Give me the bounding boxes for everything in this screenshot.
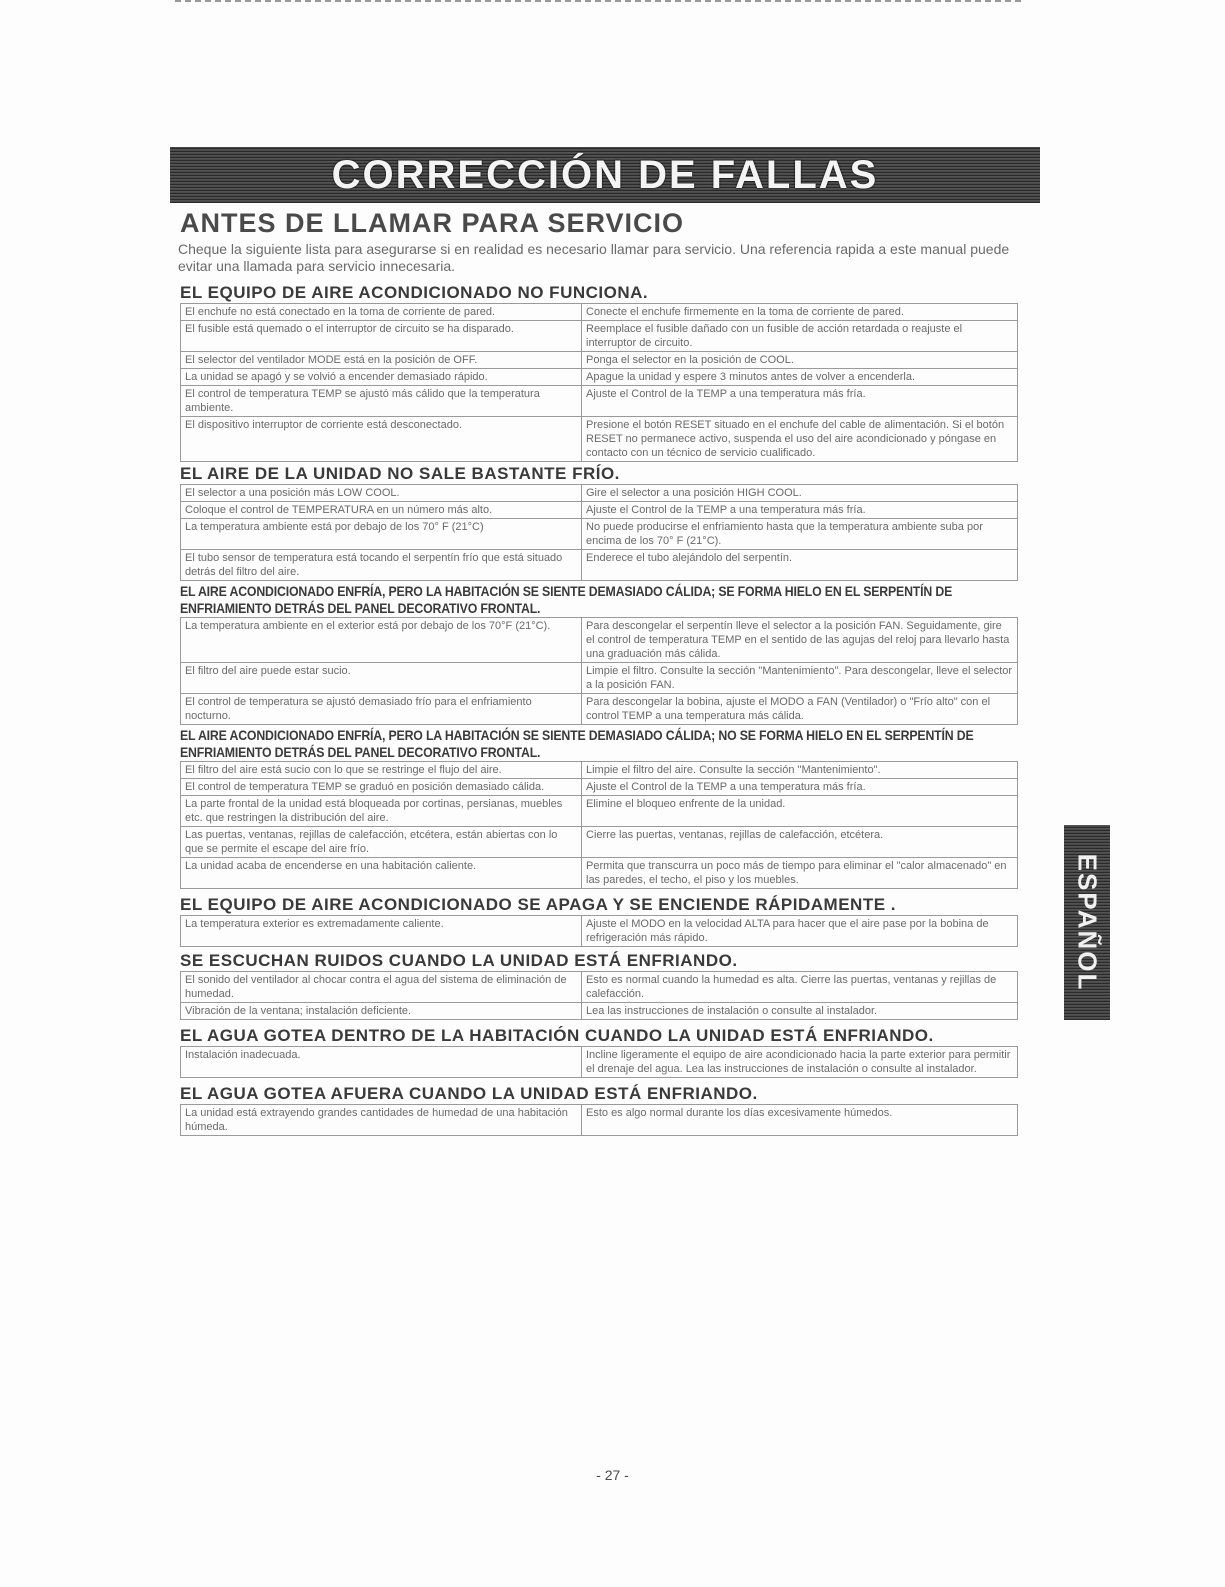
section-title: EL EQUIPO DE AIRE ACONDICIONADO NO FUNCIONA.	[180, 283, 649, 302]
solution-cell: Para descongelar el serpentín lleve el selector a la posición FAN. Seguidamente, gire el control de temperatura TEMP en el sentido de las agujas del reloj para llevarlo hasta una graduación más cálida.	[582, 618, 1018, 663]
problem-cause-cell: El dispositivo interruptor de corriente está desconectado.	[181, 417, 582, 462]
troubleshooting-table	[180, 971, 1018, 1020]
problem-cause-cell: El sonido del ventilador al chocar contra el agua del sistema de eliminación de humedad.	[181, 972, 582, 1003]
table-row	[181, 762, 1018, 779]
section-title: EL AIRE DE LA UNIDAD NO SALE BASTANTE FRÍO.	[180, 464, 620, 483]
table-row	[181, 916, 1018, 947]
table-row	[181, 386, 1018, 417]
section-title: EL AGUA GOTEA DENTRO DE LA HABITACIÓN CUANDO LA UNIDAD ESTÁ ENFRIANDO.	[180, 1026, 934, 1045]
problem-cause-cell: El tubo sensor de temperatura está tocando el serpentín frío que está situado detrás del filtro del aire.	[181, 550, 582, 581]
problem-cause-cell: Las puertas, ventanas, rejillas de calefacción, etcétera, están abiertas con lo que se permite el escape del aire frío.	[181, 827, 582, 858]
solution-cell: Incline ligeramente el equipo de aire acondicionado hacia la parte exterior para permitir el drenaje del agua. Lea las instrucciones de instalación o consulte al instalador.	[582, 1047, 1018, 1078]
solution-cell: Ajuste el Control de la TEMP a una temperatura más fría.	[582, 386, 1018, 417]
banner-title: CORRECCIÓN DE FALLAS	[331, 152, 879, 197]
problem-cause-cell: La unidad acaba de encenderse en una habitación caliente.	[181, 858, 582, 889]
solution-cell: Esto es algo normal durante los días excesivamente húmedos.	[582, 1105, 1018, 1136]
intro-paragraph: Cheque la siguiente lista para asegurarse si en realidad es necesario llamar para servicio. Una referencia rapida a este manual puede evitar una llamada para servicio innecesaria.	[178, 241, 1010, 274]
solution-cell: Limpie el filtro. Consulte la sección "Mantenimiento". Para descongelar, lleve el selector a la posición FAN.	[582, 663, 1018, 694]
section-title: EL AIRE ACONDICIONADO ENFRÍA, PERO LA HABITACIÓN SE SIENTE DEMASIADO CÁLIDA; SE FORMA HIELO EN EL SERPENTÍN DE ENFRIAMIENTO DETRÁS DEL PANEL DECORATIVO FRONTAL.	[180, 583, 953, 616]
problem-cause-cell: El control de temperatura se ajustó demasiado frío para el enfriamiento nocturno.	[181, 694, 582, 725]
table-row	[181, 321, 1018, 352]
table-row	[181, 663, 1018, 694]
content	[180, 208, 1020, 1136]
problem-cause-cell: El selector a una posición más LOW COOL.	[181, 485, 582, 502]
table-row	[181, 827, 1018, 858]
solution-cell: Para descongelar la bobina, ajuste el MODO a FAN (Ventilador) o "Frío alto" con el control TEMP a una temperatura más cálida.	[582, 694, 1018, 725]
problem-cause-cell: El filtro del aire puede estar sucio.	[181, 663, 582, 694]
table-row	[181, 502, 1018, 519]
section-title: EL AIRE ACONDICIONADO ENFRÍA, PERO LA HABITACIÓN SE SIENTE DEMASIADO CÁLIDA; NO SE FORMA HIELO EN EL SERPENTÍN DE ENFRIAMIENTO DETRÁS DEL PANEL DECORATIVO FRONTAL.	[180, 727, 974, 760]
page-number: - 27 -	[596, 1467, 629, 1483]
solution-cell: Cierre las puertas, ventanas, rejillas de calefacción, etcétera.	[582, 827, 1018, 858]
solution-cell: Esto es normal cuando la humedad es alta. Cierre las puertas, ventanas y rejillas de calefacción.	[582, 972, 1018, 1003]
troubleshooting-table	[180, 303, 1018, 462]
problem-cause-cell: Coloque el control de TEMPERATURA en un número más alto.	[181, 502, 582, 519]
solution-cell: Ajuste el Control de la TEMP a una temperatura más fría.	[582, 502, 1018, 519]
problem-cause-cell: La temperatura ambiente en el exterior está por debajo de los 70°F (21°C).	[181, 618, 582, 663]
problem-cause-cell: La unidad se apagó y se volvió a encender demasiado rápido.	[181, 369, 582, 386]
problem-cause-cell: El filtro del aire está sucio con lo que se restringe el flujo del aire.	[181, 762, 582, 779]
troubleshooting-table	[180, 761, 1018, 889]
solution-cell: Ajuste el Control de la TEMP a una temperatura más fría.	[582, 779, 1018, 796]
table-row	[181, 352, 1018, 369]
table-row	[181, 796, 1018, 827]
table-row	[181, 779, 1018, 796]
table-row	[181, 550, 1018, 581]
troubleshooting-sections	[180, 283, 1020, 1136]
solution-cell: Elimine el bloqueo enfrente de la unidad.	[582, 796, 1018, 827]
problem-cause-cell: El selector del ventilador MODE está en la posición de OFF.	[181, 352, 582, 369]
table-row	[181, 1003, 1018, 1020]
solution-cell: Presione el botón RESET situado en el enchufe del cable de alimentación. Si el botón RESET no permanece activo, suspenda el uso del aire acondicionado y póngase en contacto con un técnico de servicio cualificado.	[582, 417, 1018, 462]
problem-cause-cell: Instalación inadecuada.	[181, 1047, 582, 1078]
table-row	[181, 519, 1018, 550]
table-row	[181, 485, 1018, 502]
table-row	[181, 858, 1018, 889]
troubleshooting-table	[180, 915, 1018, 947]
troubleshooting-table	[180, 484, 1018, 581]
solution-cell: Limpie el filtro del aire. Consulte la sección "Mantenimiento".	[582, 762, 1018, 779]
side-tab-label: ESPAÑOL	[1072, 853, 1103, 992]
title-banner	[170, 147, 1040, 203]
solution-cell: No puede producirse el enfriamiento hasta que la temperatura ambiente suba por encima de los 70° F (21°C).	[582, 519, 1018, 550]
problem-cause-cell: La temperatura ambiente está por debajo de los 70° F (21°C)	[181, 519, 582, 550]
section-title: EL AGUA GOTEA AFUERA CUANDO LA UNIDAD ESTÁ ENFRIANDO.	[180, 1084, 758, 1103]
solution-cell: Gire el selector a una posición HIGH COOL.	[582, 485, 1018, 502]
table-row	[181, 618, 1018, 663]
table-row	[181, 369, 1018, 386]
solution-cell: Ponga el selector en la posición de COOL.	[582, 352, 1018, 369]
troubleshooting-table	[180, 1046, 1018, 1078]
language-side-tab	[1064, 825, 1110, 1020]
solution-cell: Conecte el enchufe firmemente en la toma de corriente de pared.	[582, 304, 1018, 321]
problem-cause-cell: El fusible está quemado o el interruptor de circuito se ha disparado.	[181, 321, 582, 352]
table-row	[181, 1047, 1018, 1078]
solution-cell: Permita que transcurra un poco más de tiempo para eliminar el "calor almacenado" en las paredes, el techo, el piso y los muebles.	[582, 858, 1018, 889]
section-title: EL EQUIPO DE AIRE ACONDICIONADO SE APAGA Y SE ENCIENDE RÁPIDAMENTE .	[180, 895, 896, 914]
solution-cell: Ajuste el MODO en la velocidad ALTA para hacer que el aire pase por la bobina de refrigeración más rápido.	[582, 916, 1018, 947]
solution-cell: Lea las instrucciones de instalación o consulte al instalador.	[582, 1003, 1018, 1020]
table-row	[181, 304, 1018, 321]
main-heading: ANTES DE LLAMAR PARA SERVICIO	[180, 208, 685, 238]
problem-cause-cell: El enchufe no está conectado en la toma de corriente de pared.	[181, 304, 582, 321]
problem-cause-cell: La parte frontal de la unidad está bloqueada por cortinas, persianas, muebles etc. que restringen la distribución del aire.	[181, 796, 582, 827]
troubleshooting-table	[180, 617, 1018, 725]
solution-cell: Apague la unidad y espere 3 minutos antes de volver a encenderla.	[582, 369, 1018, 386]
table-row	[181, 417, 1018, 462]
problem-cause-cell: El control de temperatura TEMP se ajustó más cálido que la temperatura ambiente.	[181, 386, 582, 417]
table-row	[181, 1105, 1018, 1136]
section-title: SE ESCUCHAN RUIDOS CUANDO LA UNIDAD ESTÁ ENFRIANDO.	[180, 951, 738, 970]
problem-cause-cell: La unidad está extrayendo grandes cantidades de humedad de una habitación húmeda.	[181, 1105, 582, 1136]
table-row	[181, 972, 1018, 1003]
solution-cell: Reemplace el fusible dañado con un fusible de acción retardada o reajuste el interruptor de circuito.	[582, 321, 1018, 352]
top-dashed-rule	[175, 0, 1025, 2]
problem-cause-cell: La temperatura exterior es extremadamente caliente.	[181, 916, 582, 947]
troubleshooting-table	[180, 1104, 1018, 1136]
problem-cause-cell: El control de temperatura TEMP se graduó en posición demasiado cálida.	[181, 779, 582, 796]
solution-cell: Enderece el tubo alejándolo del serpentín.	[582, 550, 1018, 581]
problem-cause-cell: Vibración de la ventana; instalación deficiente.	[181, 1003, 582, 1020]
table-row	[181, 694, 1018, 725]
